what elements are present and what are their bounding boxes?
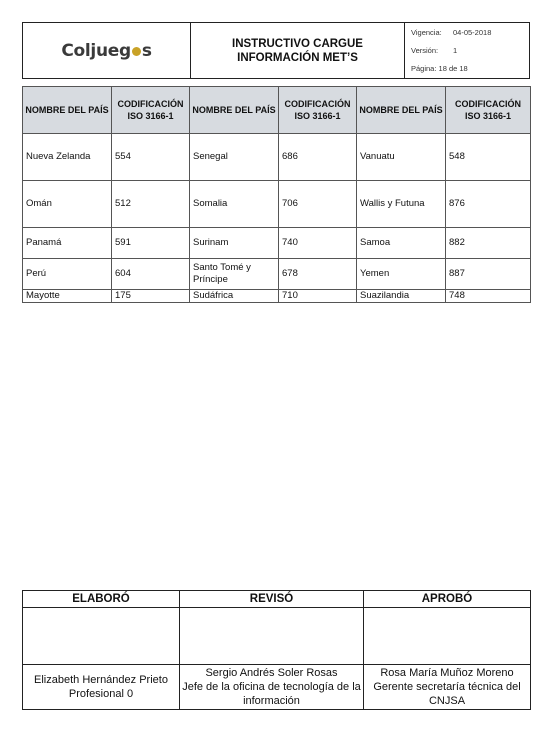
version-value: 1 xyxy=(453,46,458,55)
iso-code-cell: 512 xyxy=(112,181,190,228)
country-name-cell: Vanuatu xyxy=(357,134,446,181)
elaboro-header: ELABORÓ xyxy=(23,591,180,608)
document-title xyxy=(191,23,405,78)
aprobo-signature-space xyxy=(364,608,531,665)
iso-code-cell: 887 xyxy=(446,259,531,290)
page-number: Página: 18 de 18 xyxy=(411,64,468,73)
reviso-role: Jefe de la oficina de tecnología de la información xyxy=(182,681,361,707)
version-row xyxy=(411,46,523,55)
reviso-cell xyxy=(180,665,364,710)
title-line-2: INFORMACIÓN MET’S xyxy=(237,51,358,64)
iso-code-cell: 882 xyxy=(446,228,531,259)
table-row xyxy=(23,259,531,290)
country-name-cell: Suazilandia xyxy=(357,290,446,303)
iso-code-cell: 591 xyxy=(112,228,190,259)
column-header: NOMBRE DEL PAÍS xyxy=(357,87,446,134)
table-header-row xyxy=(23,87,531,134)
country-name-cell: Panamá xyxy=(23,228,112,259)
aprobo-name: Rosa María Muñoz Moreno xyxy=(380,667,514,679)
version-label: Versión: xyxy=(411,46,439,55)
iso-code-cell: 554 xyxy=(112,134,190,181)
approval-table xyxy=(22,590,531,710)
country-name-cell: Omán xyxy=(23,181,112,228)
country-name-cell: Santo Tomé y Príncipe xyxy=(190,259,279,290)
elaboro-cell xyxy=(23,665,180,710)
table-row xyxy=(23,134,531,181)
vigencia-value: 04-05-2018 xyxy=(453,28,492,37)
iso-code-cell: 678 xyxy=(279,259,357,290)
aprobo-cell xyxy=(364,665,531,710)
country-name-cell: Sudáfrica xyxy=(190,290,279,303)
country-name-cell: Wallis y Futuna xyxy=(357,181,446,228)
iso-code-cell: 604 xyxy=(112,259,190,290)
iso-code-cell: 548 xyxy=(446,134,531,181)
iso-code-cell: 710 xyxy=(279,290,357,303)
country-name-cell: Perú xyxy=(23,259,112,290)
country-name-cell: Samoa xyxy=(357,228,446,259)
country-name-cell: Mayotte xyxy=(23,290,112,303)
column-header: CODIFICACIÓN ISO 3166-1 xyxy=(279,87,357,134)
logo-coin-icon xyxy=(132,47,141,56)
iso-code-cell: 175 xyxy=(112,290,190,303)
reviso-name: Sergio Andrés Soler Rosas xyxy=(205,667,338,679)
table-row xyxy=(23,290,531,303)
coljuegos-logo: Coljueg s xyxy=(61,40,152,61)
country-name-cell: Surinam xyxy=(190,228,279,259)
signer-names-row xyxy=(23,665,531,710)
vigencia-label: Vigencia: xyxy=(411,28,442,37)
document-header xyxy=(22,22,530,79)
iso-code-cell: 706 xyxy=(279,181,357,228)
elaboro-signature-space xyxy=(23,608,180,665)
country-name-cell: Nueva Zelanda xyxy=(23,134,112,181)
country-code-table xyxy=(22,86,531,303)
title-line-1: INSTRUCTIVO CARGUE xyxy=(232,37,363,50)
column-header: CODIFICACIÓN ISO 3166-1 xyxy=(446,87,531,134)
signature-space-row xyxy=(23,608,531,665)
table-row xyxy=(23,228,531,259)
column-header: NOMBRE DEL PAÍS xyxy=(23,87,112,134)
country-name-cell: Yemen xyxy=(357,259,446,290)
iso-code-cell: 876 xyxy=(446,181,531,228)
aprobo-header: APROBÓ xyxy=(364,591,531,608)
vigencia-row xyxy=(411,28,523,37)
column-header: CODIFICACIÓN ISO 3166-1 xyxy=(112,87,190,134)
column-header: NOMBRE DEL PAÍS xyxy=(190,87,279,134)
iso-code-cell: 686 xyxy=(279,134,357,181)
elaboro-name: Elizabeth Hernández Prieto xyxy=(34,674,168,686)
aprobo-role: Gerente secretaría técnica del CNJSA xyxy=(373,681,521,707)
elaboro-role: Profesional 0 xyxy=(68,688,134,700)
document-meta xyxy=(405,23,529,78)
reviso-signature-space xyxy=(180,608,364,665)
iso-code-cell: 748 xyxy=(446,290,531,303)
reviso-header: REVISÓ xyxy=(180,591,364,608)
table-row xyxy=(23,181,531,228)
iso-code-cell: 740 xyxy=(279,228,357,259)
country-name-cell: Senegal xyxy=(190,134,279,181)
country-name-cell: Somalia xyxy=(190,181,279,228)
approval-header-row xyxy=(23,591,531,608)
logo-cell xyxy=(23,23,191,78)
